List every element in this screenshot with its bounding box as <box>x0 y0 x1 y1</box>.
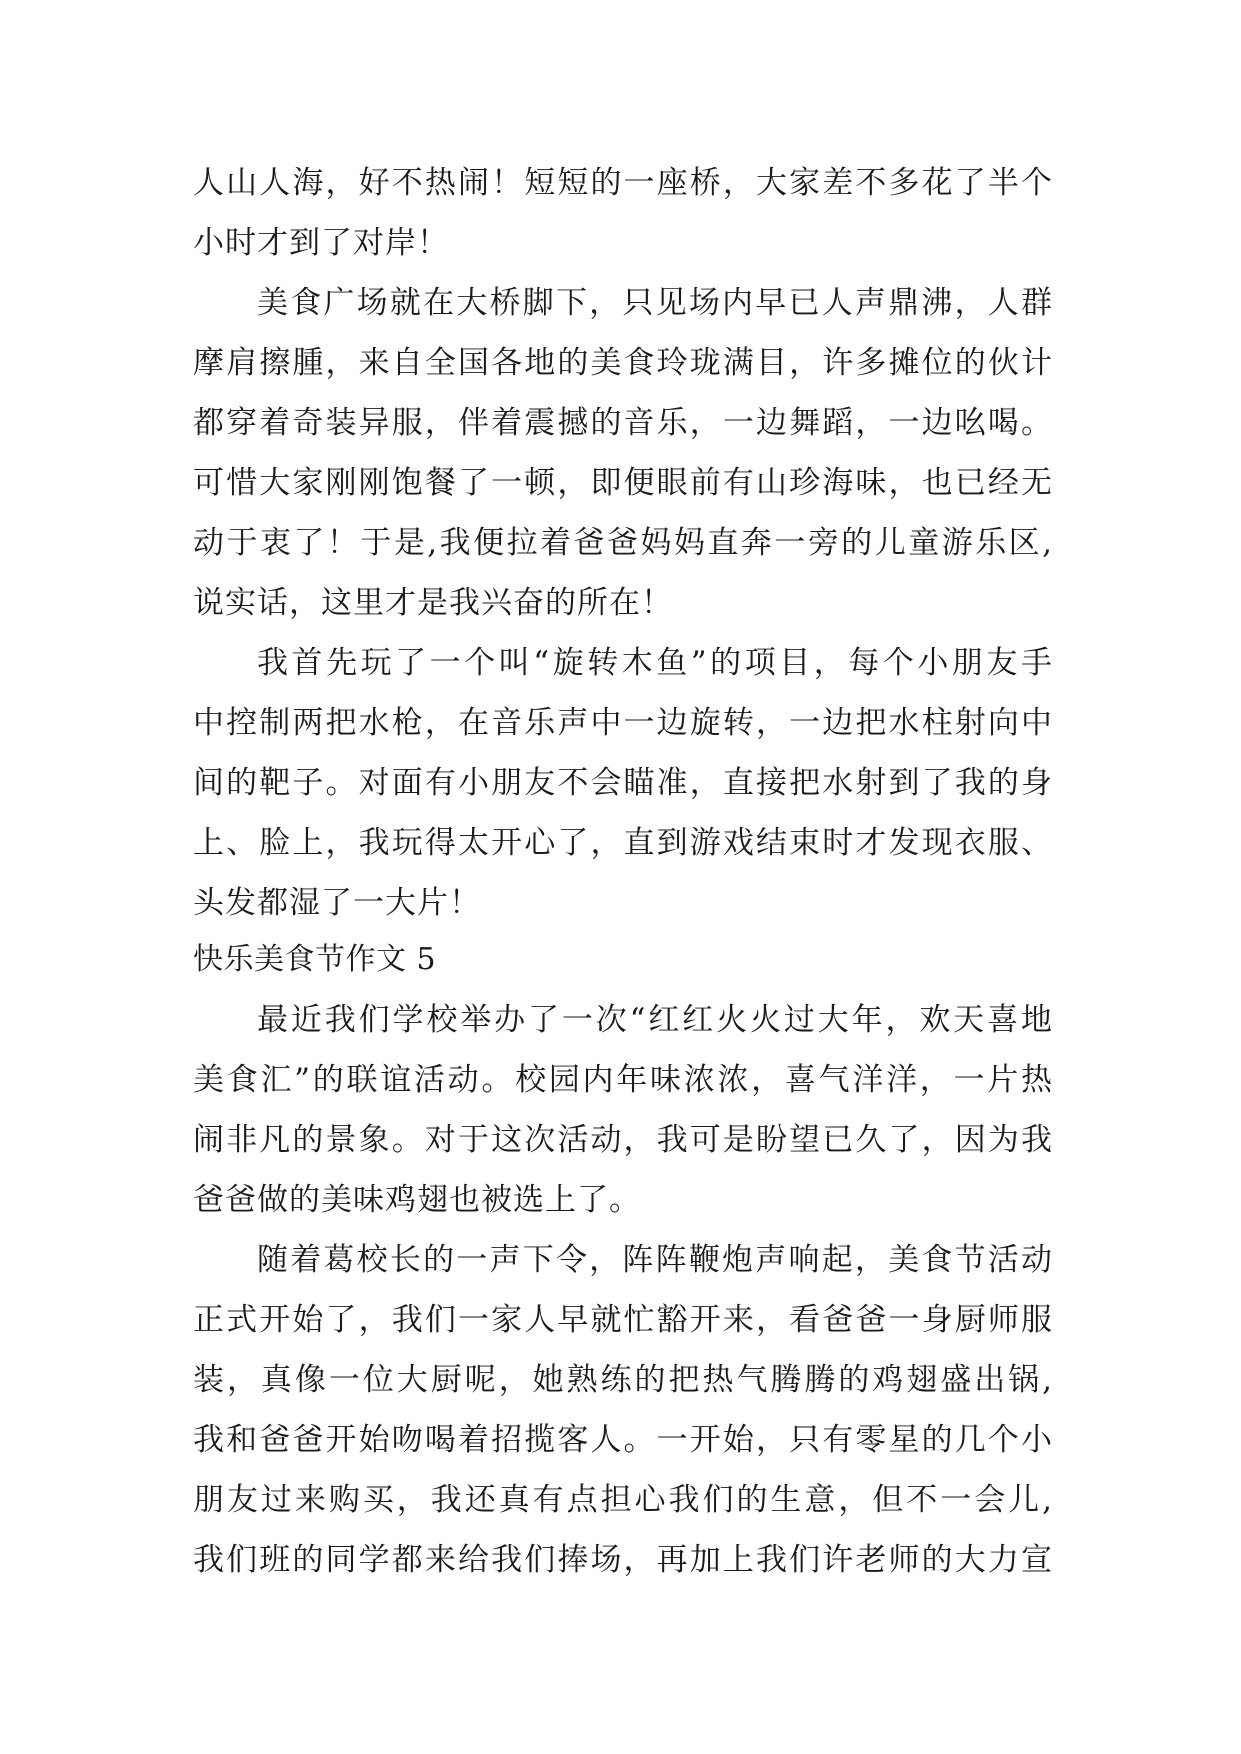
paragraph-first-line: 美食广场就在大桥脚下，只见场内早已人声鼎沸，人群 <box>257 285 1053 321</box>
text-line: 都穿着奇装异服，伴着震撼的音乐，一边舞蹈，一边吆喝。 <box>193 405 1053 441</box>
text-line: 装，真像一位大厨呢，她熟练的把热气腾腾的鸡翅盛出锅, <box>193 1362 1053 1398</box>
text-line: 间的靶子。对面有小朋友不会瞄准，直接把水射到了我的身 <box>193 765 1053 801</box>
section-heading: 快乐美食节作文 5 <box>193 942 437 977</box>
text-line: 爸爸做的美味鸡翅也被选上了。 <box>193 1182 641 1218</box>
text-line: 头发都湿了一大片！ <box>193 885 481 921</box>
text-line: 我们班的同学都来给我们捧场，再加上我们许老师的大力宣 <box>193 1542 1053 1578</box>
paragraph-first-line: 随着葛校长的一声下令，阵阵鞭炮声响起，美食节活动 <box>257 1242 1053 1278</box>
text-line: 朋友过来购买，我还真有点担心我们的生意，但不一会儿, <box>193 1482 1053 1518</box>
text-line: 上、脸上，我玩得太开心了，直到游戏结束时才发现衣服、 <box>193 825 1053 861</box>
text-line: 可惜大家刚刚饱餐了一顿，即便眼前有山珍海味，也已经无 <box>193 465 1053 501</box>
text-line: 人山人海，好不热闹！短短的一座桥，大家差不多花了半个 <box>193 165 1053 201</box>
paragraph-first-line: 最近我们学校举办了一次“红红火火过大年，欢天喜地 <box>257 1002 1053 1038</box>
text-line: 正式开始了，我们一家人早就忙豁开来，看爸爸一身厨师服 <box>193 1302 1053 1338</box>
text-line: 摩肩擦腫，来自全国各地的美食玲珑满目，许多摊位的伙计 <box>193 345 1053 381</box>
text-line: 说实话，这里才是我兴奋的所在！ <box>193 585 673 621</box>
text-line: 小时才到了对岸！ <box>193 225 449 261</box>
text-line: 闹非凡的景象。对于这次活动，我可是盼望已久了，因为我 <box>193 1122 1053 1158</box>
text-line: 我和爸爸开始吻喝着招揽客人。一开始，只有零星的几个小 <box>193 1422 1053 1458</box>
text-line: 动于衷了！于是,我便拉着爸爸妈妈直奔一旁的儿童游乐区, <box>193 525 1053 561</box>
text-line: 美食汇”的联谊活动。校园内年味浓浓，喜气洋洋，一片热 <box>193 1062 1053 1098</box>
text-line: 中控制两把水枪，在音乐声中一边旋转，一边把水柱射向中 <box>193 705 1053 741</box>
paragraph-first-line: 我首先玩了一个叫“旋转木鱼”的项目，每个小朋友手 <box>257 645 1053 681</box>
